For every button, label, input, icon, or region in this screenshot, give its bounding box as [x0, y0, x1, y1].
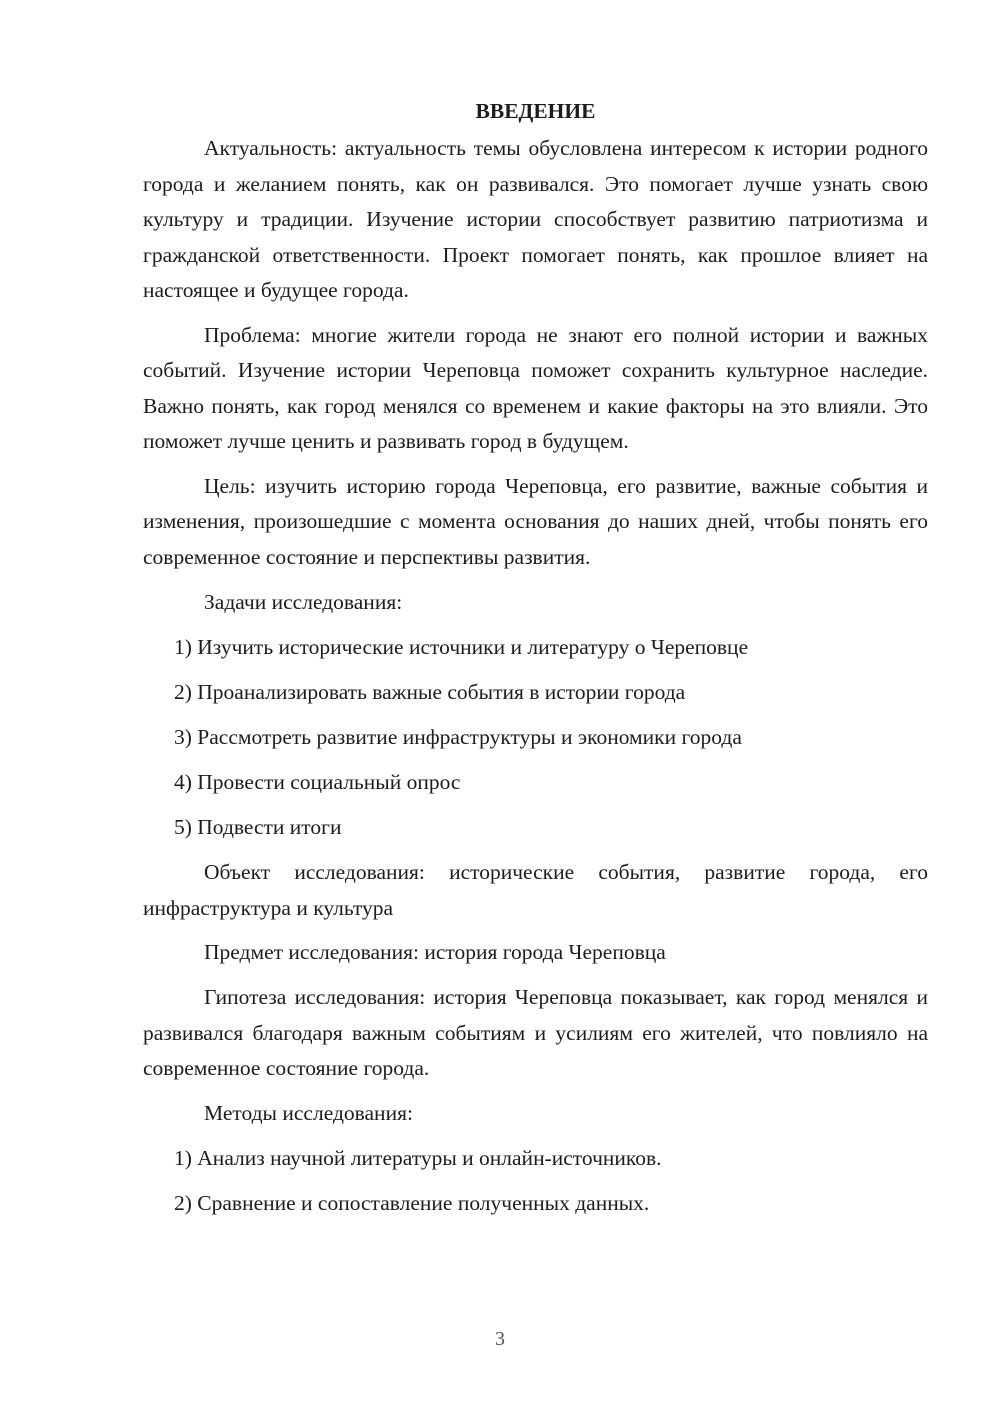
list-item: 1) Изучить исторические источники и литературу о Череповце: [174, 635, 749, 659]
goal-paragraph: Цель: изучить историю города Череповца, его развитие, важные события и изменения, произошедшие с момента основания до наших дней, чтобы понять его современное состояние и перспективы развития.: [143, 473, 928, 569]
document-page: [143, 92, 928, 1231]
problem-paragraph: Проблема: многие жители города не знают его полной истории и важных событий. Изучение истории Череповца поможет сохранить культурное наследие. Важно понять, как город менялся со временем и какие факторы на это влияли. Это поможет лучше ценить и развивать город в будущем.: [143, 322, 928, 453]
list-item: 4) Провести социальный опрос: [174, 770, 461, 794]
list-item: 3) Рассмотреть развитие инфраструктуры и экономики города: [174, 725, 742, 749]
page-number: 3: [495, 1328, 505, 1350]
object-paragraph: Объект исследования: исторические события, развитие города, его инфраструктура и культура: [143, 860, 928, 920]
hypothesis-paragraph: Гипотеза исследования: история Череповца показывает, как город менялся и развивался благодаря важным событиям и усилиям его жителей, что повлияло на современное состояние города.: [143, 985, 928, 1080]
tasks-list: [143, 630, 928, 846]
list-item: 2) Проанализировать важные события в истории города: [174, 680, 686, 704]
list-item: 5) Подвести итоги: [174, 815, 342, 839]
methods-heading: Методы исследования:: [204, 1100, 413, 1125]
page-title: ВВЕДЕНИЕ: [475, 99, 596, 123]
list-item: 2) Сравнение и сопоставление полученных данных.: [174, 1190, 650, 1215]
list-item: 1) Анализ научной литературы и онлайн-источников.: [174, 1145, 662, 1170]
tasks-heading: Задачи исследования:: [204, 590, 403, 614]
relevance-paragraph: Актуальность: актуальность темы обусловлена интересом к истории родного города и желанием понять, как он развивался. Это помогает лучше узнать свою культуру и традиции. Изучение истории способствует развитию патриотизма и гражданской ответственности. Проект помогает понять, как прошлое влияет на настоящее и будущее города.: [143, 136, 928, 302]
subject-paragraph: Предмет исследования: история города Череповца: [204, 940, 666, 964]
methods-list: [143, 1141, 928, 1222]
